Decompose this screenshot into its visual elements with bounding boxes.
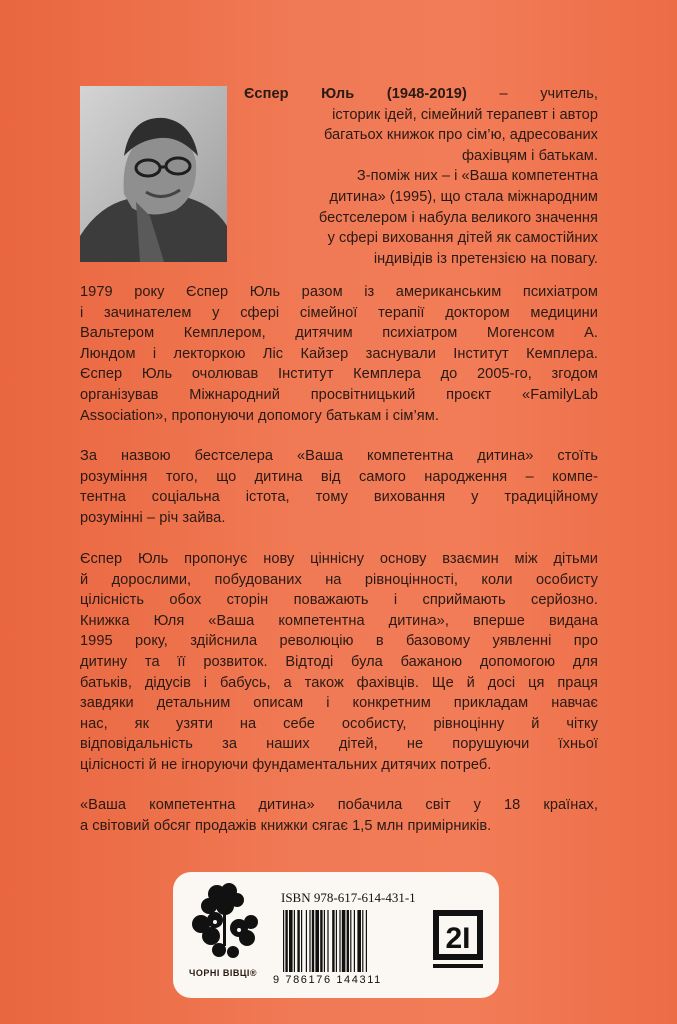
text-line: нас, як узяти на себе особисту, рівноцінну й чітку: [80, 715, 598, 732]
text-line: і зачинателем у сфері сімейної терапії доктором медицини: [80, 304, 598, 321]
author-photo: [80, 86, 227, 262]
text-line: «Ваша компетентна дитина» побачила світ у 18 країнах,: [80, 797, 598, 813]
text-line: розумінні – річ зайва.: [80, 509, 226, 526]
text-line: тентна соціальна істота, тому виховання у традиційному: [80, 489, 598, 506]
text-line: Єспер Юль пропонує нову ціннісну основу взаємин між дітьми: [80, 551, 598, 567]
barcode-card: [173, 872, 499, 998]
paragraph-institute: [80, 282, 598, 426]
author-name: Єспер Юль (1948-2019): [244, 86, 467, 102]
barcode-digits: 9 786176 144311: [273, 974, 382, 986]
text-line: й дорослими, побудованих на рівноцінності, коли особисту: [80, 571, 598, 588]
text-line: цілісності й не ігноруючи фундаментальних дитячих потреб.: [80, 756, 492, 773]
text-line: а світовий обсяг продажів книжки сягає 1,5 млн примірників.: [80, 817, 492, 834]
text-line: Вальтером Кемплером, дитячим психіатром Могенсом А.: [80, 325, 598, 342]
text-line: завдяки детальним описам і конкретним прикладам навчає: [80, 695, 598, 712]
bio-line: індивідів із претензією на повагу.: [373, 250, 598, 267]
black-sheep-logo-icon: [189, 882, 261, 964]
text-line: Association», пропонуючи допомогу батькам і сім’ям.: [80, 407, 439, 424]
isbn-label: ISBN 978-617-614-431-1: [281, 890, 416, 905]
text-line: розуміння того, що дитина від самого народження – компе-: [80, 468, 598, 485]
bio-line: дитина» (1995), що стала міжнародним: [329, 188, 598, 205]
bio-line: З-поміж них – і «Ваша компетентна: [356, 168, 598, 185]
text-line: Єспер Юль очолював Інститут Кемплера до 2005-го, згодом: [80, 366, 598, 383]
publisher-mark-icon: [433, 910, 483, 972]
publisher-name: ЧОРНІ ВІВЦІ®: [189, 968, 258, 978]
svg-text:2I: 2I: [445, 922, 471, 955]
paragraph-bestseller: [80, 446, 598, 528]
paragraph-values: [80, 549, 598, 776]
bio-line: Єспер Юль (1948-2019) – учитель,: [244, 86, 598, 102]
bio-line: бестселером і набула великого значення: [318, 209, 598, 226]
bio-line: у сфері виховання дітей як самостійних: [327, 230, 598, 247]
text-line: організував Міжнародний просвітницький проєкт «FamilyLab: [80, 386, 598, 403]
text-line: Люндом і лекторкою Ліс Кайзер заснували Інститут Кемплера.: [80, 345, 598, 362]
text-line: 1979 року Єспер Юль разом із американським психіатром: [80, 284, 598, 300]
text-line: відповідальність за наших дітей, не порушуючи їхньої: [80, 736, 598, 753]
text-line: Книжка Юля «Ваша компетентна дитина», вперше видана: [80, 612, 598, 629]
author-bio: [244, 84, 598, 269]
barcode-icon: [283, 910, 423, 972]
text-line: батьків, дідусів і бабусь, а також фахівців. Ще й досі ця праця: [80, 674, 598, 691]
bio-line: історик ідей, сімейний терапевт і автор: [332, 106, 598, 123]
text-line: цілісність обох сторін поважають і сприймають серйозно.: [80, 592, 598, 609]
paragraph-sales: [80, 795, 598, 836]
bio-line: багатьох книжок про сім’ю, адресованих: [323, 127, 598, 144]
text-line: дитину та її розвиток. Відтоді була бажаною допомогою для: [80, 653, 598, 670]
text-line: 1995 року, здійснила революцію в базовому уявленні про: [80, 633, 598, 650]
text-line: За назвою бестселера «Ваша компетентна дитина» стоїть: [80, 448, 598, 464]
bio-line: фахівцям і батькам.: [461, 147, 598, 164]
